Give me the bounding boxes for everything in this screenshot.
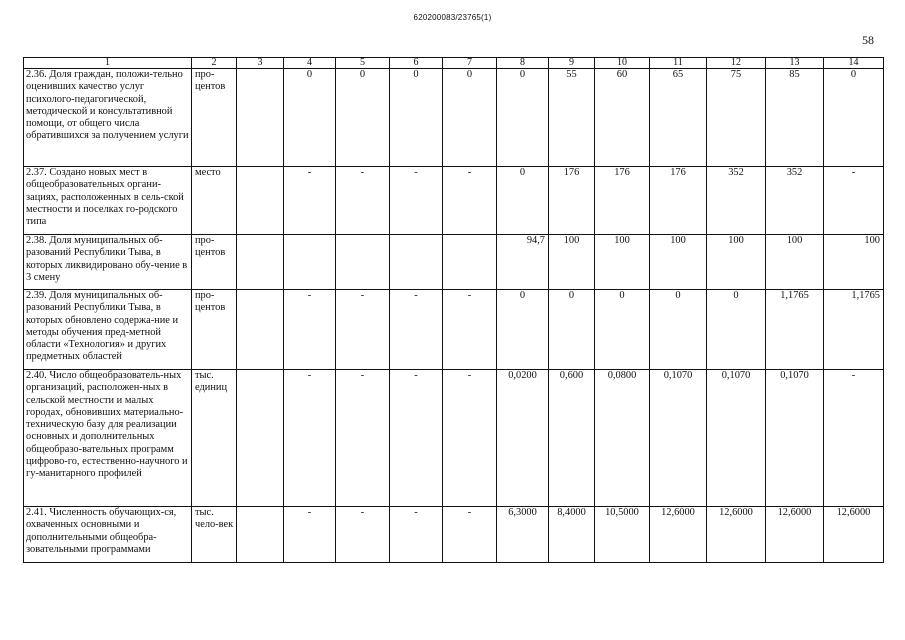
value-cell: 0 (549, 290, 595, 370)
value-cell: 12,6000 (707, 507, 766, 563)
value-cell: 100 (707, 235, 766, 290)
table-row (24, 167, 884, 235)
unit-cell: про-центов (192, 290, 237, 370)
value-cell: 1,1765 (766, 290, 824, 370)
value-cell: 0,1070 (707, 370, 766, 507)
header-row (24, 58, 884, 69)
value-cell: 100 (650, 235, 707, 290)
value-cell (443, 235, 497, 290)
value-cell: 94,7 (497, 235, 549, 290)
value-cell: - (824, 370, 884, 507)
value-cell: - (824, 167, 884, 235)
value-cell: 0 (497, 290, 549, 370)
column-header: 7 (443, 58, 497, 69)
value-cell: 176 (549, 167, 595, 235)
value-cell: 60 (595, 69, 650, 167)
value-cell: 12,6000 (824, 507, 884, 563)
value-cell: 0,0200 (497, 370, 549, 507)
value-cell: 1,1765 (824, 290, 884, 370)
value-cell: 0 (650, 290, 707, 370)
indicator-label: 2.38. Доля муниципальных об-разований Республики Тыва, в которых ликвидировано обу-чение в 3 смену (24, 235, 192, 290)
value-cell: 0 (497, 69, 549, 167)
table-row (24, 290, 884, 370)
value-cell: - (336, 370, 390, 507)
table-row (24, 69, 884, 167)
value-cell: 12,6000 (766, 507, 824, 563)
column-header: 2 (192, 58, 237, 69)
indicator-label: 2.41. Численность обучающих-ся, охваченных основными и дополнительными общеобра-зовательными программами (24, 507, 192, 563)
value-cell: 0 (336, 69, 390, 167)
value-cell (237, 235, 284, 290)
value-cell: - (443, 290, 497, 370)
value-cell: - (390, 370, 443, 507)
column-header: 12 (707, 58, 766, 69)
table-row (24, 235, 884, 290)
value-cell: 65 (650, 69, 707, 167)
value-cell: 0,600 (549, 370, 595, 507)
value-cell (237, 167, 284, 235)
column-header: 5 (336, 58, 390, 69)
indicator-label: 2.36. Доля граждан, положи-тельно оценивших качество услуг психолого-педагогической, методической и консультативной помощи, от общего числа обратившихся за получением услуги (24, 69, 192, 167)
value-cell: 75 (707, 69, 766, 167)
column-header: 6 (390, 58, 443, 69)
value-cell: 0,1070 (766, 370, 824, 507)
value-cell: 100 (595, 235, 650, 290)
unit-cell: про-центов (192, 69, 237, 167)
document-id: 620200083/23765(1) (413, 13, 492, 22)
value-cell: 0 (707, 290, 766, 370)
value-cell: 0,0800 (595, 370, 650, 507)
table-row (24, 370, 884, 507)
table-row (24, 507, 884, 563)
value-cell: 100 (824, 235, 884, 290)
value-cell: - (443, 507, 497, 563)
value-cell: - (443, 370, 497, 507)
indicator-label: 2.37. Создано новых мест в общеобразовательных органи-зациях, расположенных в сель-ской местности и поселках го-родского типа (24, 167, 192, 235)
value-cell: - (284, 507, 336, 563)
value-cell: 352 (766, 167, 824, 235)
value-cell: 176 (650, 167, 707, 235)
value-cell: 10,5000 (595, 507, 650, 563)
value-cell: - (390, 167, 443, 235)
column-header: 11 (650, 58, 707, 69)
value-cell: - (336, 290, 390, 370)
page-number: 58 (862, 33, 874, 47)
column-header: 8 (497, 58, 549, 69)
value-cell: - (284, 167, 336, 235)
value-cell: - (443, 167, 497, 235)
value-cell (237, 69, 284, 167)
value-cell: 55 (549, 69, 595, 167)
value-cell: 0 (443, 69, 497, 167)
unit-cell: тыс. единиц (192, 370, 237, 507)
value-cell: 0 (390, 69, 443, 167)
indicators-table (23, 57, 884, 563)
column-header: 4 (284, 58, 336, 69)
value-cell: 0 (824, 69, 884, 167)
value-cell: 85 (766, 69, 824, 167)
column-header: 13 (766, 58, 824, 69)
value-cell: 352 (707, 167, 766, 235)
value-cell (237, 507, 284, 563)
unit-cell: место (192, 167, 237, 235)
column-header: 10 (595, 58, 650, 69)
value-cell (237, 370, 284, 507)
value-cell: - (284, 290, 336, 370)
unit-cell: про-центов (192, 235, 237, 290)
column-header: 3 (237, 58, 284, 69)
value-cell: 176 (595, 167, 650, 235)
indicator-label: 2.39. Доля муниципальных об-разований Республики Тыва, в которых обновлено содержа-ние и методы обучения пред-метной области «Технология» и других предметных областей (24, 290, 192, 370)
value-cell (336, 235, 390, 290)
column-header: 9 (549, 58, 595, 69)
value-cell: 0 (595, 290, 650, 370)
value-cell: 0 (284, 69, 336, 167)
value-cell: - (284, 370, 336, 507)
value-cell: 12,6000 (650, 507, 707, 563)
value-cell: - (336, 167, 390, 235)
value-cell: 8,4000 (549, 507, 595, 563)
value-cell: 0 (497, 167, 549, 235)
value-cell (390, 235, 443, 290)
indicator-label: 2.40. Число общеобразователь-ных организаций, расположен-ных в сельской местности и малых городах, обновивших материально-техническую базу для реализации основных и дополнительных общеобразо-вательных программ цифрово-го, естественно-научного и гу-манитарного профилей (24, 370, 192, 507)
value-cell: - (390, 507, 443, 563)
value-cell (284, 235, 336, 290)
value-cell: 100 (549, 235, 595, 290)
value-cell (237, 290, 284, 370)
column-header: 14 (824, 58, 884, 69)
unit-cell: тыс. чело-век (192, 507, 237, 563)
value-cell: - (336, 507, 390, 563)
value-cell: 0,1070 (650, 370, 707, 507)
value-cell: - (390, 290, 443, 370)
column-header: 1 (24, 58, 192, 69)
value-cell: 100 (766, 235, 824, 290)
value-cell: 6,3000 (497, 507, 549, 563)
